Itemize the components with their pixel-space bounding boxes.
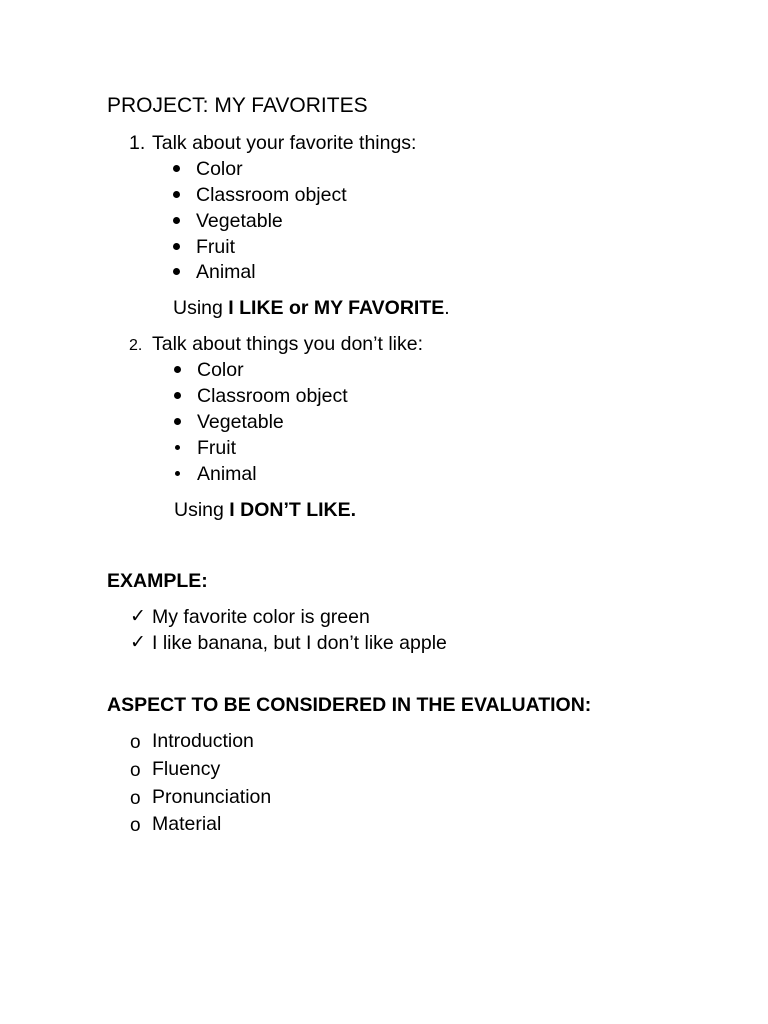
- list-item: Vegetable: [197, 411, 284, 433]
- evaluation-heading: ASPECT TO BE CONSIDERED IN THE EVALUATION:: [107, 694, 592, 716]
- page-title: PROJECT: MY FAVORITES: [107, 94, 368, 117]
- example-item: My favorite color is green: [152, 606, 370, 628]
- evaluation-item: Pronunciation: [152, 786, 272, 808]
- circle-bullet-icon: o: [130, 732, 141, 753]
- list-item: Vegetable: [196, 210, 283, 232]
- checkmark-icon: ✓: [130, 606, 146, 627]
- section-1-prompt: Talk about your favorite things:: [152, 132, 417, 154]
- bullet-icon: [173, 243, 180, 250]
- circle-bullet-icon: o: [130, 760, 141, 781]
- list-item: Fruit: [197, 437, 236, 459]
- bullet-icon: [173, 268, 180, 275]
- example-heading: EXAMPLE:: [107, 570, 208, 592]
- evaluation-item: Fluency: [152, 758, 221, 780]
- list-item: Color: [197, 359, 244, 381]
- list-number-2: 2.: [129, 337, 143, 354]
- list-item: Fruit: [196, 236, 235, 258]
- evaluation-item: Material: [152, 813, 222, 835]
- bullet-icon: [173, 191, 180, 198]
- circle-bullet-icon: o: [130, 815, 141, 836]
- list-item: Classroom object: [196, 184, 347, 206]
- bullet-icon: [175, 471, 180, 476]
- using-phrase: I DON’T LIKE.: [229, 499, 357, 521]
- evaluation-item: Introduction: [152, 730, 254, 752]
- example-item: I like banana, but I don’t like apple: [152, 632, 447, 654]
- bullet-icon: [174, 418, 181, 425]
- checkmark-icon: ✓: [130, 632, 146, 653]
- section-2-prompt: Talk about things you don’t like:: [152, 333, 424, 355]
- list-number-1: 1.: [129, 132, 146, 154]
- bullet-icon: [174, 392, 181, 399]
- section-2-using: [174, 501, 356, 521]
- bullet-icon: [174, 366, 181, 373]
- list-item: Animal: [196, 261, 256, 283]
- bullet-icon: [173, 165, 180, 172]
- bullet-icon: [173, 217, 180, 224]
- using-prefix: Using: [173, 297, 229, 319]
- section-1-using: [173, 299, 450, 319]
- using-prefix: Using: [174, 499, 230, 521]
- circle-bullet-icon: o: [130, 788, 141, 809]
- using-suffix: .: [444, 297, 450, 319]
- using-phrase: I LIKE or MY FAVORITE: [228, 297, 445, 319]
- list-item: Classroom object: [197, 385, 348, 407]
- list-item: Animal: [197, 463, 257, 485]
- bullet-icon: [175, 445, 180, 450]
- list-item: Color: [196, 158, 243, 180]
